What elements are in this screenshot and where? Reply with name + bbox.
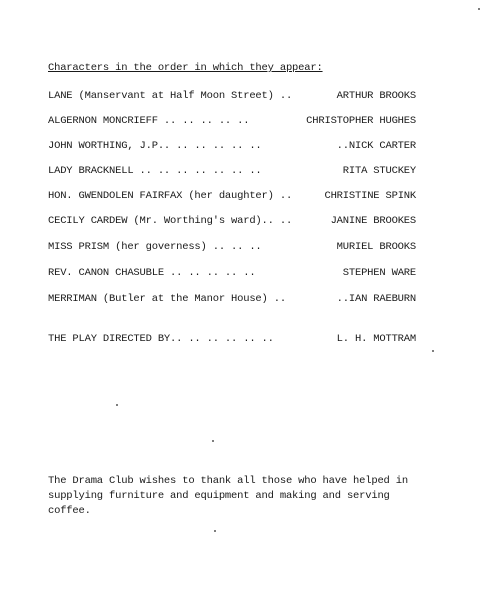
actor-name: RITA STUCKEY [342,165,416,177]
role-name: MISS PRISM (her governess) .. .. .. [48,241,262,253]
actor-name: ARTHUR BROOKS [336,90,416,102]
actor-name: ..NICK CARTER [336,140,416,152]
role-name: LANE (Manservant at Half Moon Street) .. [48,90,293,102]
actor-name: MURIEL BROOKS [336,241,416,253]
paper-speck [212,440,214,442]
actor-name: JANINE BROOKES [330,215,416,227]
actor-name: STEPHEN WARE [342,267,416,279]
role-name: CECILY CARDEW (Mr. Worthing's ward).. .. [48,215,293,227]
thanks-note: The Drama Club wishes to thank all those who have helped in supplying furniture and equipment and making and serving coffee. [48,475,408,517]
role-name: HON. GWENDOLEN FAIRFAX (her daughter) .. [48,190,293,202]
paper-speck [214,530,216,532]
actor-name: ..IAN RAEBURN [336,293,416,305]
cast-heading: Characters in the order in which they appear: [48,62,323,74]
role-name: ALGERNON MONCRIEFF .. .. .. .. .. [48,115,250,127]
paper-speck [116,404,118,406]
paper-speck [432,350,434,352]
role-name: MERRIMAN (Butler at the Manor House) .. [48,293,286,305]
director-label: THE PLAY DIRECTED BY.. .. .. .. .. .. [48,333,274,345]
director-name: L. H. MOTTRAM [336,333,416,345]
role-name: REV. CANON CHASUBLE .. .. .. .. .. [48,267,256,279]
actor-name: CHRISTINE SPINK [324,190,416,202]
role-name: JOHN WORTHING, J.P.. .. .. .. .. .. [48,140,262,152]
role-name: LADY BRACKNELL .. .. .. .. .. .. .. [48,165,262,177]
paper-speck [478,8,480,10]
actor-name: CHRISTOPHER HUGHES [306,115,416,127]
